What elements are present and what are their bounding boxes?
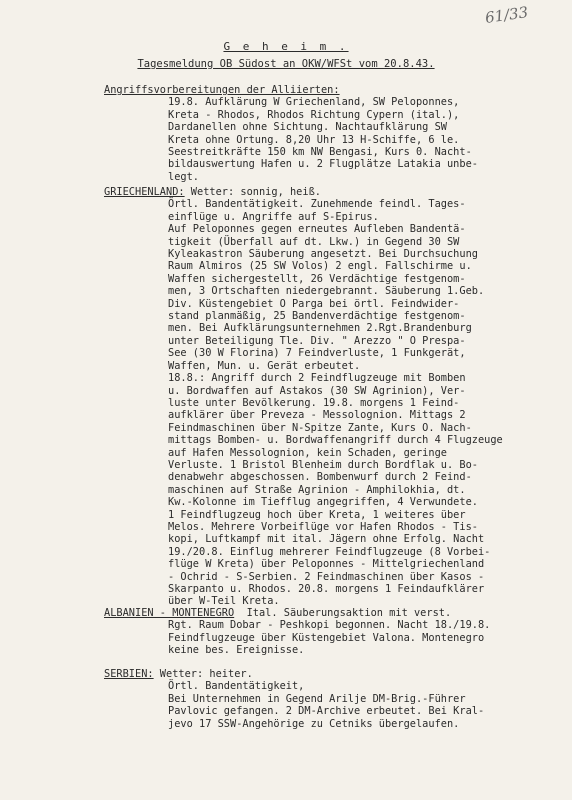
text-line: 19./20.8. Einflug mehrerer Feindflugzeuge (8 Vorbei- — [168, 545, 491, 558]
text-line: men, 3 Ortschaften niedergebrannt. Säuberung 1.Geb. — [168, 285, 485, 298]
text-line: Auf Peloponnes gegen erneutes Aufleben Bandentä- — [168, 223, 466, 236]
section-greece — [104, 186, 503, 608]
text-line: 1 Feindflugzeug hoch über Kreta, 1 weiteres über — [168, 508, 466, 521]
section-heading-rest: Wetter: sonnig, heiß. — [184, 186, 321, 198]
text-line: Bei Unternehmen in Gegend Arilje DM-Brig.-Führer — [168, 692, 466, 705]
text-line: luste unter Bevölkerung. 19.8. morgens 1 Feind- — [168, 396, 460, 409]
section-body — [168, 619, 490, 656]
text-line: Seestreitkräfte 150 km NW Bengasi, Kurs 0. Nacht- — [168, 146, 472, 159]
text-line: denabwehr abgeschossen. Bombenwurf durch 2 Feind- — [168, 471, 472, 484]
text-line: jevo 17 SSW-Angehörige zu Cetniks übergelaufen. — [168, 717, 460, 730]
text-line: auf Hafen Messolognion, kein Schaden, geringe — [168, 446, 447, 459]
text-line: Waffen, Mun. u. Gerät erbeutet. — [168, 359, 361, 372]
section-heading-rest: Wetter: heiter. — [153, 668, 253, 680]
section-body — [168, 680, 484, 730]
section-heading-rest: Ital. Säuberungsaktion mit verst. — [234, 607, 452, 619]
section-albania-montenegro — [104, 607, 490, 657]
text-line: Feindmaschinen über N-Spitze Zante, Kurs O. Nach- — [168, 421, 472, 434]
text-line: Raum Almiros (25 SW Volos) 2 engl. Fallschirme u. — [168, 260, 472, 273]
text-line: Rgt. Raum Dobar - Peshkopi begonnen. Nacht 18./19.8. — [168, 619, 491, 632]
text-line: Dardanellen ohne Sichtung. Nachtaufklärung SW — [168, 121, 447, 134]
text-line: 18.8.: Angriff durch 2 Feindflugzeuge mit Bomben — [168, 372, 466, 385]
text-line: aufklärer über Preveza - Messolognion. Mittags 2 — [168, 409, 466, 422]
text-line: mittags Bomben- u. Bordwaffenangriff durch 4 Flugzeuge — [168, 434, 503, 447]
section-serbia — [104, 668, 484, 730]
section-heading: GRIECHENLAND: — [104, 186, 185, 198]
text-line: Verluste. 1 Bristol Blenheim durch Bordflak u. Bo- — [168, 458, 478, 471]
text-line: Kyleakastron Säuberung angesetzt. Bei Durchsuchung — [168, 248, 478, 261]
section-allied-preparations — [104, 84, 478, 183]
archive-number: 61/33 — [483, 3, 530, 27]
text-line: - Ochrid - S-Serbien. 2 Feindmaschinen über Kasos - — [168, 570, 485, 583]
section-heading: ALBANIEN - MONTENEGRO — [104, 607, 235, 619]
text-line: Waffen sichergestellt, 26 Verdächtige festgenom- — [168, 272, 466, 285]
section-heading: SERBIEN: — [104, 668, 154, 680]
text-line: tigkeit (Überfall auf dt. Lkw.) in Gegend 30 SW — [168, 235, 460, 248]
section-body — [168, 96, 478, 183]
text-line: Feindflugzeuge über Küstengebiet Valona. Montenegro — [168, 631, 485, 644]
text-line: maschinen auf Straße Agrinion - Amphilokhia, dt. — [168, 483, 466, 496]
text-line: 19.8. Aufklärung W Griechenland, SW Peloponnes, — [168, 96, 460, 109]
section-body — [168, 198, 503, 607]
text-line: Skarpanto u. Rhodos. 20.8. morgens 1 Feindaufklärer — [168, 583, 485, 595]
text-line: unter Beteiligung Tle. Div. " Arezzo " O Prespa- — [168, 334, 466, 347]
text-line: Melos. Mehrere Vorbeiflüge vor Hafen Rhodos - Tis- — [168, 520, 478, 533]
text-line: über W-Teil Kreta. — [168, 595, 280, 608]
text-line: Div. Küstengebiet O Parga bei örtl. Feindwider- — [168, 297, 460, 310]
text-line: Kreta ohne Ortung. 8,20 Uhr 13 H-Schiffe, 6 le. — [168, 133, 460, 146]
text-line: Pavlovic gefangen. 2 DM-Archive erbeutet. Bei Kral- — [168, 705, 485, 718]
text-line: keine bes. Ereignisse. — [168, 644, 305, 657]
text-line: Kw.-Kolonne im Tiefflug angegriffen, 4 Verwundete. — [168, 496, 478, 509]
text-line: bildauswertung Hafen u. 2 Flugplätze Latakia unbe- — [168, 158, 478, 171]
text-line: flüge W Kreta) über Peloponnes - Mittelgriechenland — [168, 558, 485, 571]
text-line: Kreta - Rhodos, Rhodos Richtung Cypern (ital.), — [168, 108, 460, 121]
section-heading: Angriffsvorbereitungen der Alliierten: — [104, 84, 340, 96]
text-line: See (30 W Florina) 7 Feindverluste, 1 Funkgerät, — [168, 347, 466, 360]
text-line: kopi, Luftkampf mit ital. Jägern ohne Erfolg. Nacht — [168, 533, 485, 546]
text-line: stand planmäßig, 25 Bandenverdächtige festgenom- — [168, 310, 466, 323]
text-line: einflüge u. Angriffe auf S-Epirus. — [168, 210, 379, 223]
text-line: u. Bordwaffen auf Astakos (30 SW Agrinion), Ver- — [168, 384, 466, 397]
text-line: Örtl. Bandentätigkeit, — [168, 680, 305, 693]
document-title: G e h e i m . — [223, 40, 349, 53]
text-line: Örtl. Bandentätigkeit. Zunehmende feindl. Tages- — [168, 198, 466, 211]
text-line: legt. — [168, 170, 199, 183]
document-subtitle: Tagesmeldung OB Südost an OKW/WFSt vom 20.8.43. — [137, 58, 435, 70]
text-line: men. Bei Aufklärungsunternehmen 2.Rgt.Brandenburg — [168, 322, 472, 335]
